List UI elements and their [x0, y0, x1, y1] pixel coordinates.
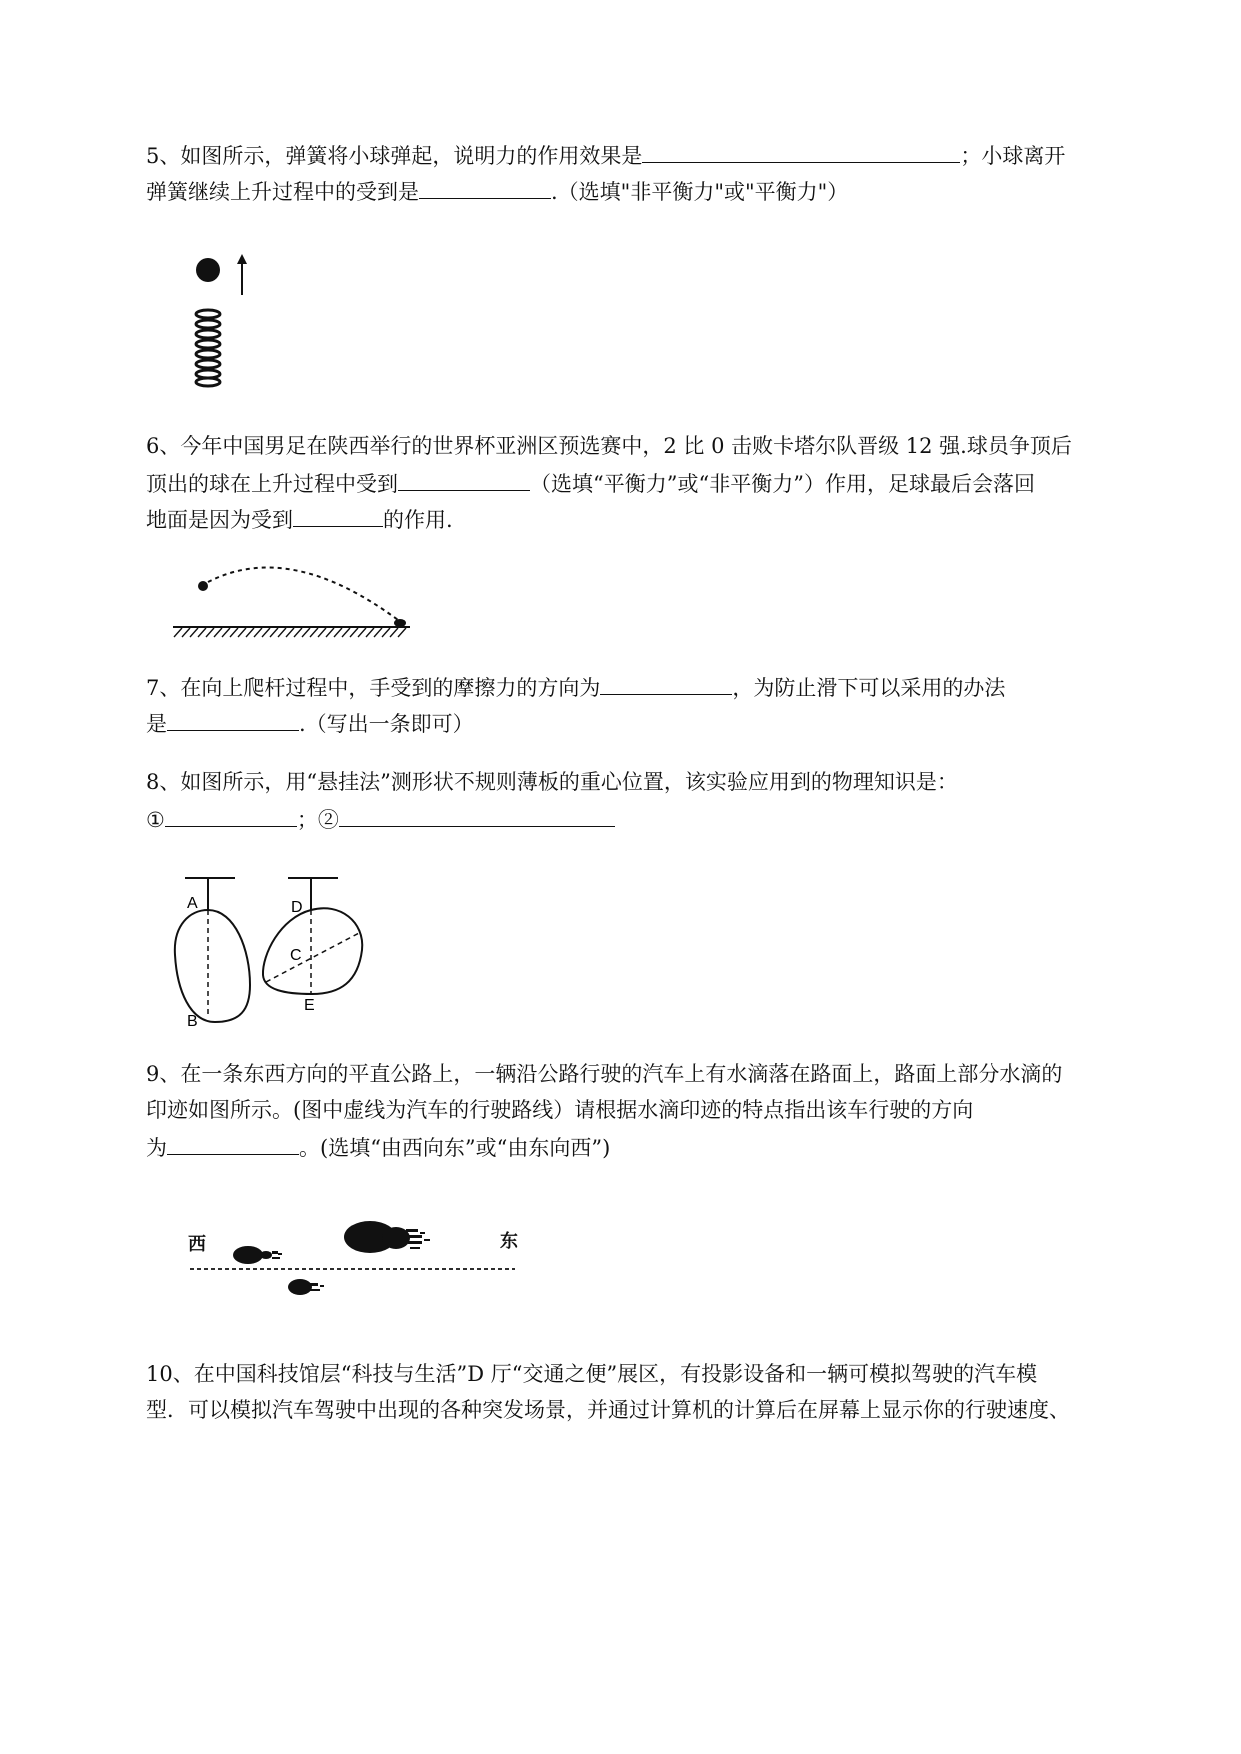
drop-large-icon: [344, 1221, 430, 1253]
q6-text-e: 的作用.: [383, 508, 453, 532]
up-arrow-icon: [237, 254, 247, 295]
label-b: B: [187, 1013, 198, 1030]
q5-text-d: .（选填"非平衡力"或"平衡力"）: [551, 180, 849, 204]
q8-sep: ；②: [296, 808, 339, 832]
spring-icon: [196, 310, 220, 386]
q8-line1: [146, 768, 958, 796]
q5-blank-1[interactable]: [642, 140, 960, 163]
q7-text-a: 7、在向上爬杆过程中，手受到的摩擦力的方向为: [146, 676, 601, 700]
q9-text-a: 9、在一条东西方向的平直公路上，一辆沿公路行驶的汽车上有水滴落在路面上，路面上部分水滴的: [146, 1062, 1063, 1086]
q6-text-b: 顶出的球在上升过程中受到: [146, 472, 398, 496]
q7-text-b: ，为防止滑下可以采用的办法: [732, 676, 1006, 700]
west-label: 西: [188, 1234, 206, 1254]
suspension-method-figure: [170, 870, 390, 1040]
q5-line1: [146, 140, 1065, 170]
q7-line2: [146, 708, 474, 738]
ball-end-icon: [394, 619, 406, 627]
q7-line1: [146, 672, 1005, 702]
trajectory-path: [208, 568, 398, 620]
q9-blank-1[interactable]: [167, 1132, 299, 1155]
plate-right: [263, 878, 362, 1014]
football-trajectory-figure: [170, 560, 420, 650]
q8-text-a: 8、如图所示，用“悬挂法”测形状不规则薄板的重心位置，该实验应用到的物理知识是：: [146, 770, 958, 794]
q6-line2: [146, 468, 1035, 498]
q5-blank-2[interactable]: [419, 176, 551, 199]
spring-ball-figure: [180, 250, 270, 400]
q10-line2: [146, 1396, 1070, 1424]
q9-line3: [146, 1132, 610, 1162]
q10-line1: [146, 1360, 1037, 1388]
label-e: E: [304, 997, 315, 1014]
q6-line3: [146, 504, 453, 534]
water-drop-figure: [180, 1195, 540, 1305]
q8-line2: [146, 804, 615, 834]
q7-text-c: 是: [146, 712, 167, 736]
label-d: D: [291, 899, 303, 916]
q6-blank-2[interactable]: [293, 504, 383, 527]
q6-blank-1[interactable]: [398, 468, 530, 491]
q7-blank-1[interactable]: [600, 672, 732, 695]
q5-text-c: 弹簧继续上升过程中的受到是: [146, 180, 419, 204]
plate-left: [175, 878, 250, 1030]
q9-text-c: 为: [146, 1136, 167, 1160]
q6-line1: [146, 432, 1072, 460]
q6-text-c: （选填“平衡力”或“非平衡力”）作用，足球最后会落回: [530, 472, 1035, 496]
label-c: C: [290, 947, 302, 964]
ball-icon: [196, 258, 220, 282]
q7-text-d: .（写出一条即可）: [299, 712, 474, 736]
q8-blank-1[interactable]: [165, 804, 297, 827]
q9-text-b: 印迹如图所示。(图中虚线为汽车的行驶路线）请根据水滴印迹的特点指出该车行驶的方向: [146, 1098, 974, 1122]
q5-line2: [146, 176, 848, 206]
q7-blank-2[interactable]: [167, 708, 299, 731]
label-a: A: [187, 895, 198, 912]
drop-bottom-icon: [288, 1279, 324, 1295]
q6-text-d: 地面是因为受到: [146, 508, 293, 532]
q9-text-d: 。(选填“由西向东”或“由东向西”): [299, 1136, 611, 1160]
drop-small-icon: [233, 1246, 282, 1264]
east-label: 东: [500, 1231, 518, 1251]
q9-line1: [146, 1060, 1062, 1088]
q8-blank-2[interactable]: [339, 804, 615, 827]
q5-text-a: 5、如图所示，弹簧将小球弹起，说明力的作用效果是: [146, 144, 643, 168]
q5-text-b: ；小球离开: [960, 144, 1066, 168]
ball-start-icon: [198, 581, 208, 591]
q10-text-a: 10、在中国科技馆层“科技与生活”D 厅“交通之便”展区，有投影设备和一辆可模拟驾驶的汽车模: [146, 1362, 1038, 1386]
q8-mark-1: ①: [146, 808, 165, 832]
q9-line2: [146, 1096, 973, 1124]
ground-hatch: [174, 628, 406, 637]
q10-text-b: 型．可以模拟汽车驾驶中出现的各种突发场景，并通过计算机的计算后在屏幕上显示你的行驶速度、: [146, 1398, 1070, 1422]
q6-text-a: 6、今年中国男足在陕西举行的世界杯亚洲区预选赛中，2 比 0 击败卡塔尔队晋级 12 强.球员争顶后: [146, 434, 1072, 458]
